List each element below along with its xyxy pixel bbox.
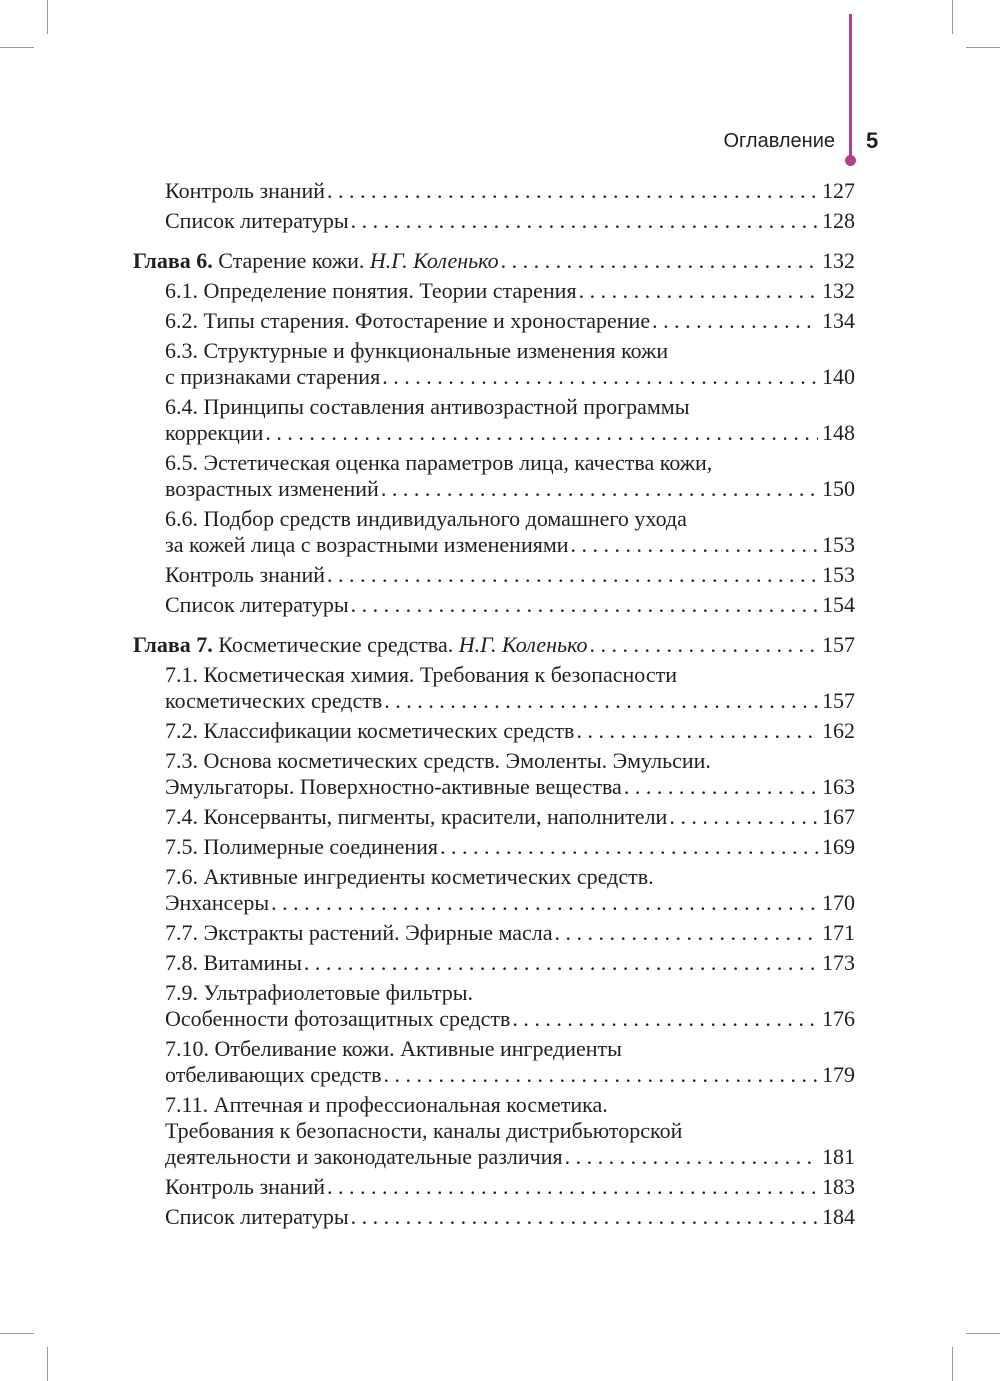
toc-entry-title: Энхансеры <box>165 890 270 915</box>
toc-entry <box>133 718 855 748</box>
toc-page-number: 171 <box>822 920 855 945</box>
chapter-title: Старение кожи. <box>218 248 365 273</box>
toc-entry-line <box>165 364 855 390</box>
toc-entry <box>133 1174 855 1204</box>
toc-page-number: 170 <box>822 890 855 915</box>
toc-entry <box>133 834 855 864</box>
header-accent-rule <box>849 14 852 160</box>
toc-entry-line <box>165 804 855 830</box>
dot-leader <box>327 1174 818 1200</box>
dot-leader <box>383 1062 818 1088</box>
crop-mark <box>966 47 1000 48</box>
page-number: 5 <box>866 128 879 153</box>
toc-entry-title: с признаками старения <box>165 364 381 389</box>
chapter-label: Глава 7. <box>133 632 213 657</box>
toc-entry-line <box>165 1204 855 1230</box>
toc-entry-title: Контроль знаний <box>165 1174 326 1199</box>
dot-leader <box>555 920 818 946</box>
dot-leader <box>565 1144 818 1170</box>
toc-entry-line <box>165 920 855 946</box>
toc-entry-title: 7.7. Экстракты растений. Эфирные масла <box>165 920 553 945</box>
toc-page-number: 162 <box>822 718 855 743</box>
toc-entry-title: 7.5. Полимерные соединения <box>165 834 439 859</box>
dot-leader <box>652 308 818 334</box>
dot-leader <box>351 208 818 234</box>
toc-entry-title: Эмульгаторы. Поверхностно-активные вещества <box>165 774 622 799</box>
toc-chapter-entry <box>133 632 855 662</box>
toc-entry-title-line: 6.3. Структурные и функциональные изменения кожи <box>165 338 669 363</box>
toc-entry <box>133 1036 855 1092</box>
dot-leader <box>351 1204 818 1230</box>
toc-entry-line <box>165 208 855 234</box>
toc-entry-title: косметических средств <box>165 688 383 713</box>
toc-entry <box>133 1092 855 1174</box>
toc-entry <box>133 980 855 1036</box>
toc-page-number: 157 <box>822 688 855 713</box>
dot-leader <box>381 476 818 502</box>
dot-leader <box>512 1006 818 1032</box>
dot-leader <box>669 804 818 830</box>
toc-entry-line <box>165 476 855 502</box>
dot-leader <box>351 592 818 618</box>
toc-entry-line <box>165 774 855 800</box>
dot-leader <box>440 834 818 860</box>
toc-page-number: 173 <box>822 950 855 975</box>
toc-page-number: 150 <box>822 476 855 501</box>
chapter-author: Н.Г. Коленько <box>369 248 499 273</box>
toc-page-number: 134 <box>822 308 855 333</box>
toc-entry <box>133 278 855 308</box>
toc-page-number: 148 <box>822 420 855 445</box>
toc-entry <box>133 178 855 208</box>
dot-leader <box>579 278 818 304</box>
toc-entry <box>133 394 855 450</box>
toc-page-number: 181 <box>822 1144 855 1169</box>
toc-entry-line <box>165 718 855 744</box>
toc-entry-line <box>165 308 855 334</box>
toc-entry-title: коррекции <box>165 420 264 445</box>
chapter-title: Косметические средства. <box>218 632 454 657</box>
toc-entry-title-line: 7.10. Отбеливание кожи. Активные ингредиенты <box>165 1036 622 1061</box>
toc-entry-title: Список литературы <box>165 592 349 617</box>
toc-entry <box>133 208 855 238</box>
toc-page-number: 183 <box>822 1174 855 1199</box>
toc-entry-line <box>165 592 855 618</box>
toc-page-number: 167 <box>822 804 855 829</box>
dot-leader <box>271 890 818 916</box>
toc-entry-title: Список литературы <box>165 1204 349 1229</box>
toc-page-number: 132 <box>822 248 855 273</box>
toc-entry-line <box>165 278 855 304</box>
toc-entry <box>133 662 855 718</box>
toc-entry-title: отбеливающих средств <box>165 1062 382 1087</box>
toc-entry-title: 7.4. Консерванты, пигменты, красители, наполнители <box>165 804 668 829</box>
toc-entry-title: Особенности фотозащитных средств <box>165 1006 511 1031</box>
toc-entry-title-line: 7.3. Основа косметических средств. Эмоленты. Эмульсии. <box>165 748 711 773</box>
toc-entry-line <box>133 632 855 658</box>
toc-entry-title-line: 6.4. Принципы составления антивозрастной программы <box>165 394 690 419</box>
toc-entry-line <box>165 420 855 446</box>
toc-entry <box>133 338 855 394</box>
toc-entry-title-line: 6.6. Подбор средств индивидуального домашнего ухода <box>165 506 687 531</box>
toc-page-number: 127 <box>822 178 855 203</box>
toc-entry <box>133 562 855 592</box>
toc-page-number: 169 <box>822 834 855 859</box>
toc-entry-line <box>165 532 855 558</box>
header-accent-dot <box>845 155 856 166</box>
toc-entry-title: Контроль знаний <box>165 178 326 203</box>
crop-mark <box>47 0 48 34</box>
toc-page-number: 179 <box>822 1062 855 1087</box>
toc-page-number: 176 <box>822 1006 855 1031</box>
toc-entry-title: деятельности и законодательные различия <box>165 1144 563 1169</box>
toc-entry-title: 6.2. Типы старения. Фотостарение и хроностарение <box>165 308 651 333</box>
toc-entry-line <box>165 1144 855 1170</box>
toc-page-number: 163 <box>822 774 855 799</box>
dot-leader <box>382 364 818 390</box>
toc-entry-title-line: 7.6. Активные ингредиенты косметических средств. <box>165 864 654 889</box>
toc-entry-title: 6.1. Определение понятия. Теории старения <box>165 278 577 303</box>
crop-mark <box>0 47 34 48</box>
toc-entry-title-line: 7.9. Ультрафиолетовые фильтры. <box>165 980 474 1005</box>
toc-entry-title: Список литературы <box>165 208 349 233</box>
toc-entry-title: за кожей лица с возрастными изменениями <box>165 532 569 557</box>
dot-leader <box>327 562 818 588</box>
toc-entry <box>133 748 855 804</box>
toc-entry <box>133 804 855 834</box>
toc-chapter-entry <box>133 248 855 278</box>
dot-leader <box>304 950 818 976</box>
dot-leader <box>265 420 818 446</box>
toc-entry-line <box>165 688 855 714</box>
toc-entry-title: Контроль знаний <box>165 562 326 587</box>
dot-leader <box>384 688 818 714</box>
dot-leader <box>327 178 818 204</box>
toc-entry-line <box>165 1006 855 1032</box>
toc-entry <box>133 920 855 950</box>
toc-page-number: 184 <box>822 1204 855 1229</box>
chapter-author: Н.Г. Коленько <box>458 632 588 657</box>
toc-entry-title: 7.2. Классификации косметических средств <box>165 718 575 743</box>
toc-page-number: 153 <box>822 532 855 557</box>
toc-entry-line <box>165 834 855 860</box>
crop-mark <box>952 0 953 34</box>
toc-entry-line <box>165 562 855 588</box>
toc-page-number: 153 <box>822 562 855 587</box>
crop-mark <box>952 1347 953 1381</box>
chapter-label: Глава 6. <box>133 248 213 273</box>
dot-leader <box>624 774 818 800</box>
toc-entry <box>133 592 855 622</box>
dot-leader <box>590 632 818 658</box>
toc-entry-line <box>165 178 855 204</box>
toc-page-number: 132 <box>822 278 855 303</box>
toc-entry <box>133 308 855 338</box>
toc-entry-line <box>165 1062 855 1088</box>
toc-entry <box>133 864 855 920</box>
toc-entry <box>133 506 855 562</box>
dot-leader <box>501 248 818 274</box>
toc-entry-line <box>133 248 855 274</box>
toc-entry-title-line: 7.11. Аптечная и профессиональная косметика. <box>165 1092 608 1117</box>
toc-entry <box>133 450 855 506</box>
toc-entry <box>133 950 855 980</box>
running-head: Оглавление <box>723 130 835 152</box>
dot-leader <box>576 718 818 744</box>
toc-entry-title: 7.8. Витамины <box>165 950 302 975</box>
toc-entry-title: возрастных изменений <box>165 476 379 501</box>
dot-leader <box>571 532 818 558</box>
crop-mark <box>966 1333 1000 1334</box>
toc-entry-line <box>165 950 855 976</box>
toc-entry-title-line: 7.1. Косметическая химия. Требования к безопасности <box>165 662 677 687</box>
toc-entry-line <box>165 890 855 916</box>
toc-page-number: 154 <box>822 592 855 617</box>
table-of-contents <box>133 178 855 1234</box>
toc-entry-line <box>165 1174 855 1200</box>
toc-entry <box>133 1204 855 1234</box>
toc-entry-title-line: Требования к безопасности, каналы дистрибьюторской <box>165 1118 683 1143</box>
crop-mark <box>0 1333 34 1334</box>
toc-page-number: 157 <box>822 632 855 657</box>
toc-entry-title-line: 6.5. Эстетическая оценка параметров лица, качества кожи, <box>165 450 713 475</box>
toc-page-number: 128 <box>822 208 855 233</box>
toc-page-number: 140 <box>822 364 855 389</box>
crop-mark <box>47 1347 48 1381</box>
